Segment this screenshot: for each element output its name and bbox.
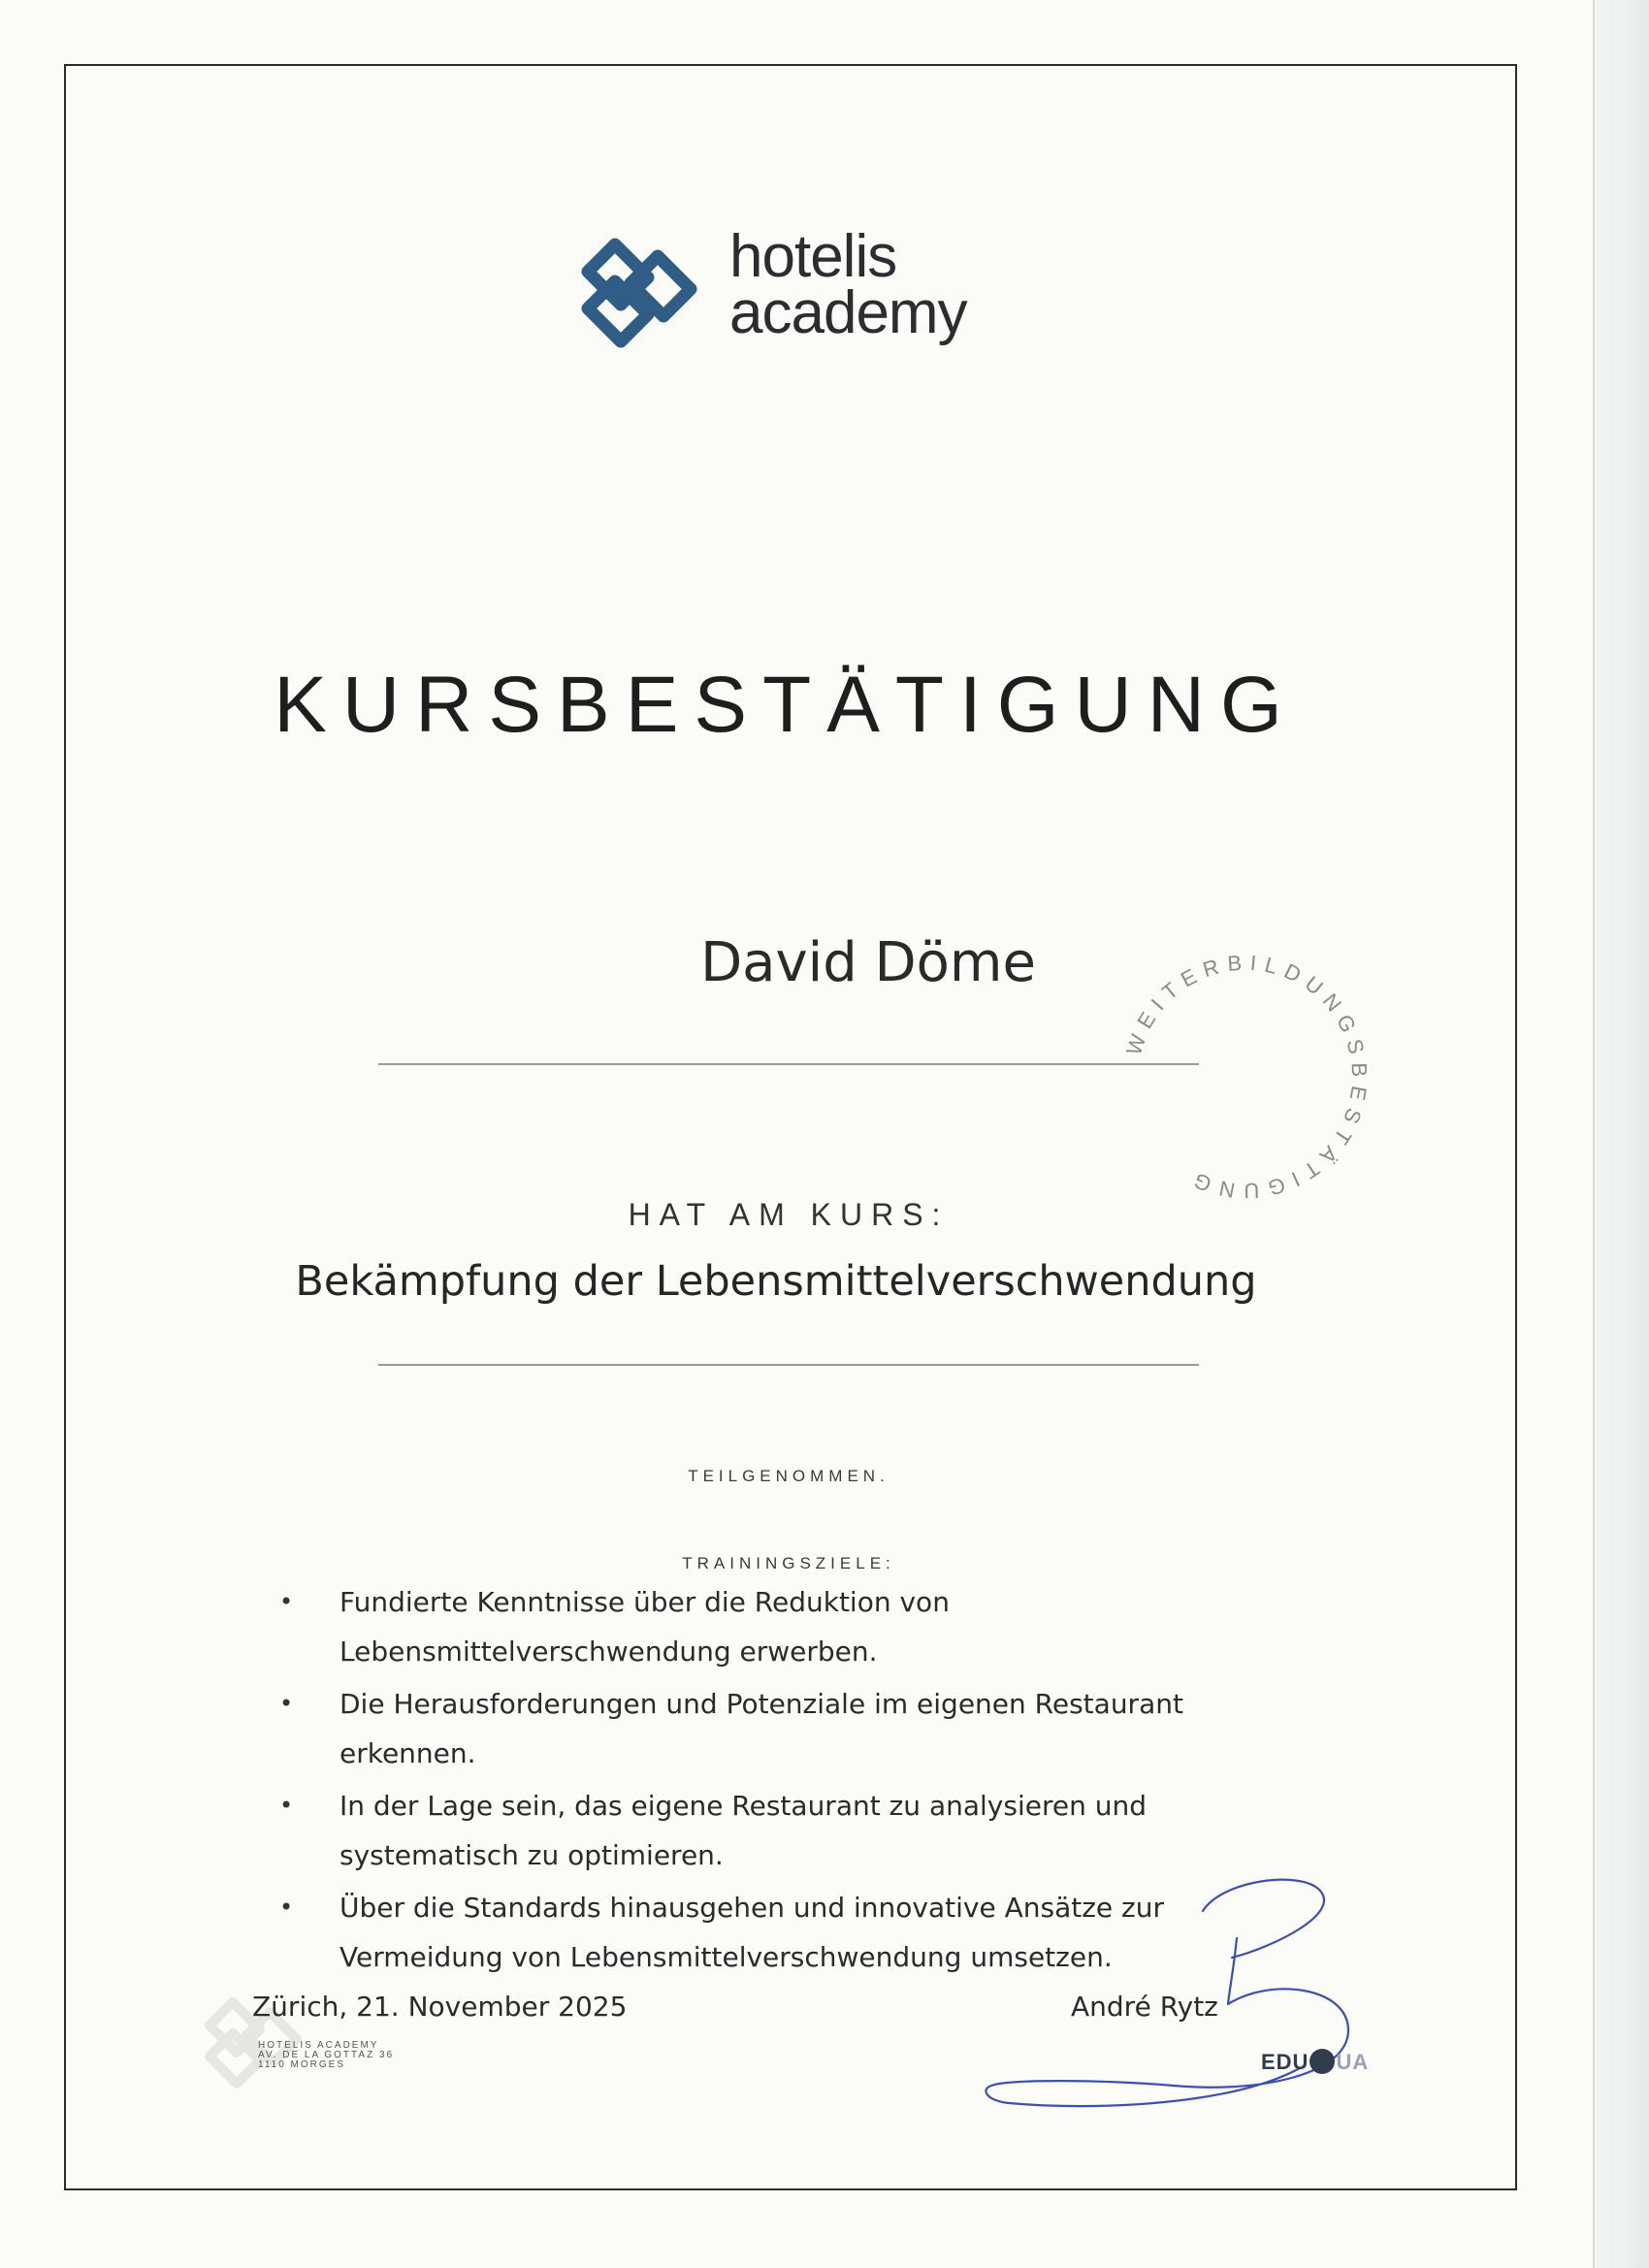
name-underline [378,1063,1199,1065]
place-and-date: Zürich, 21. November 2025 [252,1991,628,2023]
signer-name: André Rytz [1071,1991,1218,2023]
training-confirmation-seal [1100,931,1391,1222]
scan-edge [1593,0,1649,2268]
eduqua-q-icon [1310,2049,1335,2074]
goal-line: • In der Lage sein, das eigene Restaurant zu analysieren und [340,1790,1147,1822]
postal-address [258,2041,394,2070]
address-line: 1110 MORGES [258,2059,345,2070]
goal-line: • Fundierte Kenntnisse über die Reduktion von [340,1586,950,1618]
goal-line: • Über die Standards hinausgehen und innovative Ansätze zur [340,1892,1164,1924]
course-intro-label: HAT AM KURS: [628,1197,950,1232]
brand-wordmark [729,223,967,346]
eduqua-part2: UA [1336,2050,1370,2074]
course-underline [378,1364,1199,1366]
participated-label: TEILGENOMMEN. [688,1467,889,1485]
course-title: Bekämpfung der Lebensmittelverschwendung [295,1257,1257,1306]
brand-name-line1: hotelis [729,223,897,290]
goal-item [279,1577,1249,1676]
seal-text: WEITERBILDUNGSBESTÄTIGUNG [1121,950,1373,1204]
goal-item [279,1679,1249,1778]
certificate-title: KURSBESTÄTIGUNG [274,661,1298,749]
goal-line: • Die Herausforderungen und Potenziale im eigenen Restaurant [340,1688,1183,1720]
eduqua-accreditation-logo [1261,2049,1369,2075]
scan-edge-line [1593,0,1595,2268]
brand-name-line2: academy [729,279,967,346]
goal-line: Lebensmittelverschwendung erwerben. [340,1636,878,1668]
participant-name: David Döme [700,931,1036,994]
goals-heading: TRAININGSZIELE: [682,1554,895,1572]
interlocked-chain-diamond-icon [578,233,700,355]
goal-line: systematisch zu optimieren. [340,1839,724,1871]
goal-line: Vermeidung von Lebensmittelverschwendung umsetzen. [340,1941,1113,1973]
address-line: AV. DE LA GOTTAZ 36 [258,2050,395,2060]
address-line: HOTELIS ACADEMY [258,2040,379,2051]
handwritten-signature [980,1861,1387,2132]
svg-text:WEITERBILDUNGSBESTÄTIGUNG [1121,951,1372,1204]
eduqua-part1: EDU [1261,2050,1310,2074]
goal-line: erkennen. [340,1737,476,1769]
